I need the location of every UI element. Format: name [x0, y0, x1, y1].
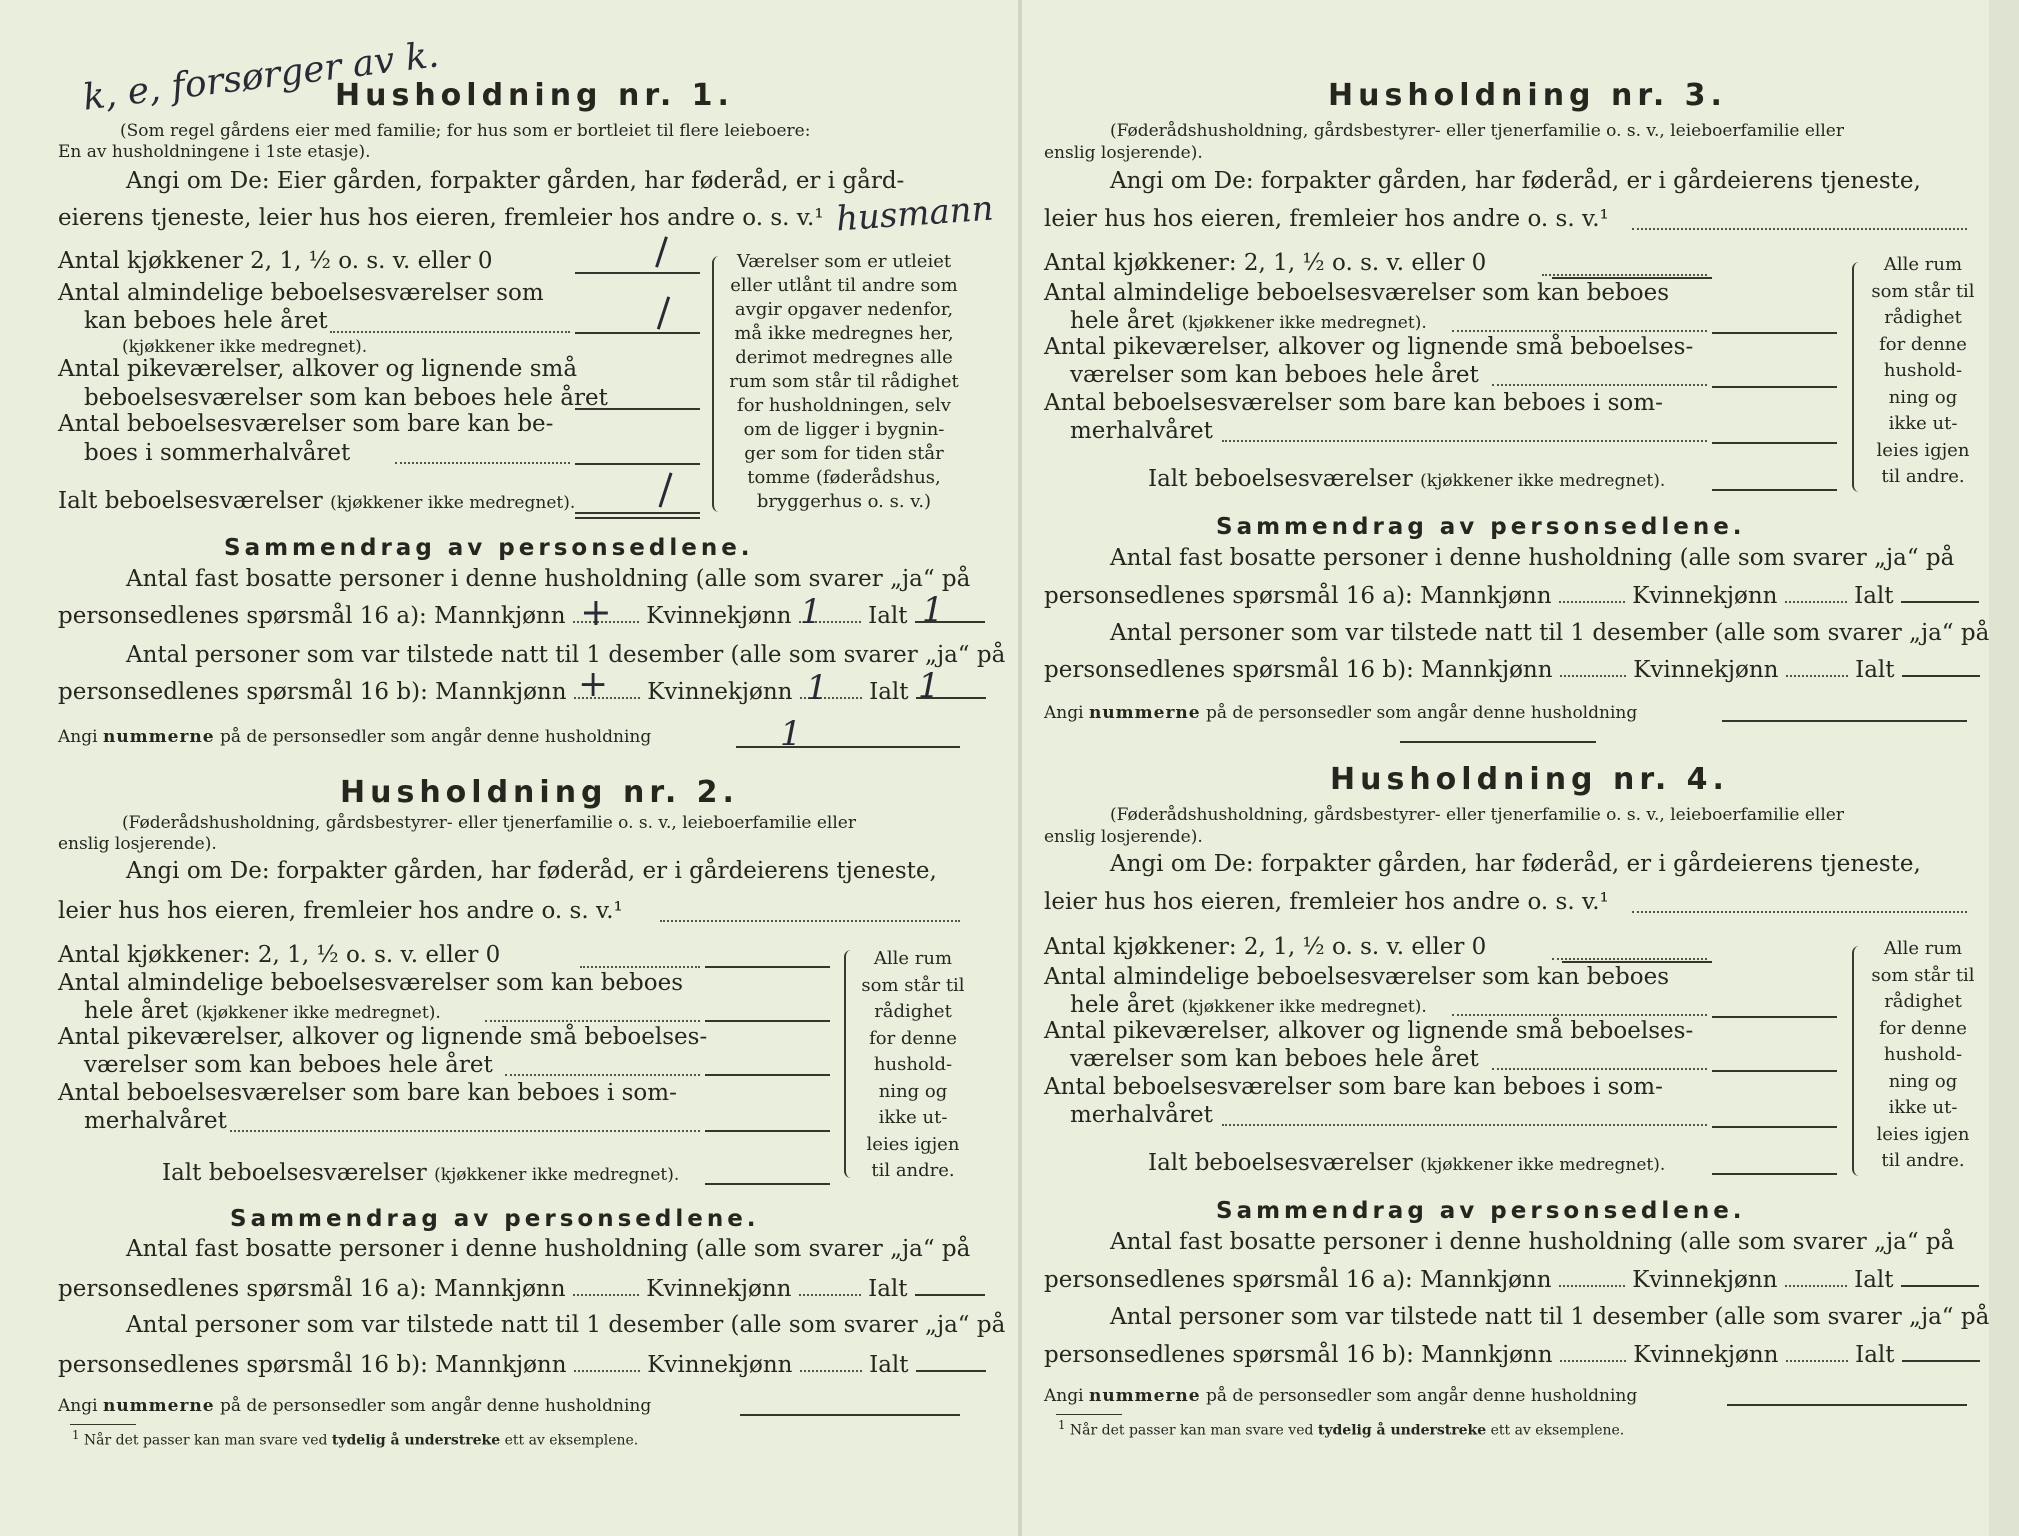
household-2-kitchens-label: Antal kjøkkener: 2, 1, ½ o. s. v. eller 0 — [58, 942, 501, 968]
household-3-summer-rooms-label-2: merhalvåret — [1070, 418, 1213, 444]
household-3-kitchens-label: Antal kjøkkener: 2, 1, ½ o. s. v. eller 0 — [1044, 250, 1487, 276]
household-1-16a-total-value: 1 — [922, 590, 944, 630]
household-3-separator — [1400, 741, 1596, 743]
household-1-summer-rooms-field[interactable] — [575, 463, 700, 465]
household-2-summer-rooms-field[interactable] — [705, 1130, 830, 1132]
household-1-numbers-pre: Angi — [58, 727, 98, 747]
household-4-side-note — [1864, 936, 1982, 1175]
household-1-16b-line-2 — [58, 679, 986, 705]
household-2-16a-male-label: personsedlenes spørsmål 16 a): Mannkjønn — [58, 1276, 566, 1302]
household-3-summary-title: Sammendrag av personsedlene. — [1216, 514, 1746, 540]
household-4-kitchens-dots — [1552, 958, 1707, 960]
household-3-numbers-bold: nummerne — [1088, 703, 1201, 723]
household-2-16b-line-2 — [58, 1352, 986, 1378]
household-3-kitchens-field[interactable] — [1552, 277, 1712, 279]
household-3-side-note-line: Alle rum — [1883, 254, 1963, 275]
household-2-total-rooms-text: Ialt beboelsesværelser — [162, 1160, 427, 1186]
household-1-small-rooms-field[interactable] — [575, 408, 700, 410]
household-4-16a-line-1: Antal fast bosatte personer i denne husholdning (alle som svarer „ja“ på — [1110, 1229, 1955, 1255]
household-3-total-rooms-field[interactable] — [1712, 489, 1837, 491]
household-3-small-rooms-field[interactable] — [1712, 386, 1837, 388]
household-2-16a-line-2 — [58, 1276, 985, 1302]
household-4-16a-female-field[interactable] — [1785, 1285, 1847, 1287]
household-3-16b-total-label: Ialt — [1855, 657, 1895, 683]
household-1-total-rooms-value — [659, 472, 673, 507]
household-4-total-rooms-label — [1148, 1150, 1665, 1176]
household-3-16a-female-field[interactable] — [1785, 601, 1847, 603]
household-1-16a-total-label: Ialt — [868, 603, 908, 629]
household-3-title: Husholdning nr. 3. — [1328, 78, 1727, 113]
household-3-16b-line-1: Antal personer som var tilstede natt til 1 desember (alle som svarer „ja“ på — [1110, 620, 1990, 646]
household-1-kitchens-value — [655, 236, 668, 267]
household-4-side-note-line: Alle rum — [1883, 938, 1963, 959]
household-4-16b-line-2 — [1044, 1342, 1980, 1368]
footnote-right-pre: Når det passer kan man svare ved — [1069, 1422, 1314, 1439]
household-3-intro-line-2: enslig losjerende). — [1044, 143, 1203, 163]
household-2-small-rooms-field[interactable] — [705, 1074, 830, 1076]
footnote-left — [72, 1428, 638, 1449]
household-1-summary-title: Sammendrag av personsedlene. — [224, 535, 754, 561]
footnote-right — [1058, 1418, 1624, 1439]
household-2-small-rooms-label-1: Antal pikeværelser, alkover og lignende små beboelses- — [58, 1024, 708, 1050]
household-2-side-note-line: hushold- — [873, 1054, 953, 1075]
household-3-total-rooms-label — [1148, 466, 1665, 492]
household-4-16a-total-field[interactable] — [1901, 1285, 1979, 1287]
household-2-16a-line-1: Antal fast bosatte personer i denne husholdning (alle som svarer „ja“ på — [126, 1236, 971, 1262]
household-4-intro-line-2: enslig losjerende). — [1044, 827, 1203, 847]
household-2-side-note-line: ning og — [878, 1080, 948, 1102]
household-2-16b-male-label: personsedlenes spørsmål 16 b): Mannkjønn — [58, 1352, 567, 1378]
household-1-small-rooms-label-2: beboelsesværelser som kan beboes hele året — [84, 385, 608, 411]
household-2-small-rooms-dots — [505, 1074, 700, 1076]
household-3-16a-line-2 — [1044, 583, 1979, 609]
household-3-status-question-1: Angi om De: forpakter gården, har føderåd, er i gårdeierens tjeneste, — [1110, 168, 1921, 194]
household-1-kitchens-label: Antal kjøkkener 2, 1, ½ o. s. v. eller 0 — [58, 248, 493, 274]
household-3-16b-total-field[interactable] — [1902, 675, 1980, 677]
household-2-kitchens-dots — [580, 966, 700, 968]
household-3-rooms-label-2-text: hele året — [1070, 308, 1175, 334]
footnote-right-bold: tydelig å understreke — [1317, 1422, 1487, 1439]
household-1-total-rooms-field[interactable] — [575, 512, 700, 514]
household-4-side-note-line: for denne — [1879, 1017, 1967, 1039]
household-1-side-note — [724, 250, 964, 514]
household-2-rooms-label-2-note: (kjøkkener ikke medregnet). — [195, 1003, 441, 1023]
household-2-summary-title: Sammendrag av personsedlene. — [230, 1206, 760, 1232]
household-2-status-field[interactable] — [660, 920, 960, 922]
household-1-summer-rooms-label-2: boes i sommerhalvåret — [84, 440, 351, 466]
household-4-side-note-line: hushold- — [1883, 1044, 1963, 1065]
household-4-numbers-post: på de personsedler som angår denne husholdning — [1206, 1386, 1638, 1406]
household-4-numbers-field[interactable] — [1727, 1404, 1967, 1406]
household-4-side-note-line: til andre. — [1881, 1150, 1965, 1171]
household-1-16b-total-value: 1 — [918, 666, 940, 706]
household-2-side-note-line: leies igjen — [866, 1133, 960, 1155]
household-3-16a-female-label: Kvinnekjønn — [1632, 583, 1778, 609]
household-1-status-question-1: Angi om De: Eier gården, forpakter gården, har føderåd, er i gård- — [126, 168, 905, 194]
household-2-total-rooms-field[interactable] — [705, 1183, 830, 1185]
household-1-16b-male-label: personsedlenes spørsmål 16 b): Mannkjønn — [58, 679, 567, 705]
household-3-status-question-2: leier hus hos eieren, fremleier hos andre o. s. v.¹ — [1044, 206, 1609, 232]
household-3-summer-dots — [1222, 440, 1707, 442]
household-1-summer-dots — [395, 462, 570, 464]
household-1-16a-line-1: Antal fast bosatte personer i denne husholdning (alle som svarer „ja“ på — [126, 566, 971, 592]
household-4-kitchens-label: Antal kjøkkener: 2, 1, ½ o. s. v. eller 0 — [1044, 934, 1487, 960]
household-1-rooms-label-3: (kjøkkener ikke medregnet). — [122, 337, 368, 357]
household-4-side-note-line: som står til — [1871, 964, 1975, 986]
household-2-numbers-line — [58, 1396, 651, 1416]
household-1-16b-line-1: Antal personer som var tilstede natt til 1 desember (alle som svarer „ja“ på — [126, 642, 1006, 668]
household-2-rooms-label-1: Antal almindelige beboelsesværelser som kan beboes — [58, 970, 684, 996]
household-4-16b-male-label: personsedlenes spørsmål 16 b): Mannkjønn — [1044, 1342, 1553, 1368]
household-4-16b-line-1: Antal personer som var tilstede natt til 1 desember (alle som svarer „ja“ på — [1110, 1304, 1990, 1330]
household-2-small-rooms-label-2: værelser som kan beboes hele året — [84, 1052, 493, 1078]
footnote-right-post: ett av eksemplene. — [1490, 1422, 1625, 1439]
household-1-16a-male-label: personsedlenes spørsmål 16 a): Mannkjønn — [58, 603, 566, 629]
household-3-16b-line-2 — [1044, 657, 1980, 683]
household-4-summer-rooms-field[interactable] — [1712, 1126, 1837, 1128]
household-3-small-rooms-dots — [1492, 384, 1707, 386]
household-4-small-rooms-label-2: værelser som kan beboes hele året — [1070, 1046, 1479, 1072]
household-1-rooms-label-2: kan beboes hele året — [84, 308, 328, 334]
household-1-side-note-line: avgir opgaver nedenfor, — [734, 299, 954, 320]
household-3-side-note-line: rådighet — [1884, 307, 1962, 328]
household-3-side-note-line: hushold- — [1883, 360, 1963, 381]
household-4-summer-dots — [1222, 1124, 1707, 1126]
household-4-status-question-1: Angi om De: forpakter gården, har føderåd, er i gårdeierens tjeneste, — [1110, 851, 1921, 877]
household-4-status-field[interactable] — [1632, 911, 1967, 913]
household-4-rooms-label-2 — [1070, 992, 1427, 1018]
household-1-numbers-value: 1 — [780, 714, 802, 754]
household-3-intro-line-1: (Føderådshusholdning, gårdsbestyrer- eller tjenerfamilie o. s. v., leieboerfamilie eller — [1110, 121, 1844, 141]
household-2-intro-line-2: enslig losjerende). — [58, 834, 217, 854]
footnote-left-bold: tydelig å understreke — [331, 1432, 501, 1449]
household-1-kitchens-field[interactable] — [575, 272, 700, 274]
household-1-total-rooms-note: (kjøkkener ikke medregnet). — [330, 493, 576, 513]
household-2-title: Husholdning nr. 2. — [340, 775, 739, 810]
household-4-total-rooms-note: (kjøkkener ikke medregnet). — [1420, 1155, 1666, 1175]
household-1-rooms-field[interactable] — [575, 332, 700, 334]
household-3-16b-female-field[interactable] — [1786, 675, 1848, 677]
household-4-numbers-pre: Angi — [1044, 1386, 1084, 1406]
household-3-total-rooms-note: (kjøkkener ikke medregnet). — [1420, 471, 1666, 491]
household-1-16a-female-label: Kvinnekjønn — [646, 603, 792, 629]
household-1-16b-female-label: Kvinnekjønn — [647, 679, 793, 705]
household-1-status-question-2: eierens tjeneste, leier hus hos eieren, fremleier hos andre o. s. v.¹ — [58, 205, 824, 231]
household-4-small-rooms-label-1: Antal pikeværelser, alkover og lignende små beboelses- — [1044, 1018, 1694, 1044]
household-1-rooms-value — [657, 296, 670, 329]
household-3-summer-rooms-label-1: Antal beboelsesværelser som bare kan beboes i som- — [1044, 390, 1663, 416]
household-1-side-note-line: Værelser som er utleiet — [736, 251, 952, 272]
household-2-16b-total-field[interactable] — [916, 1370, 986, 1372]
household-2-summer-rooms-label-1: Antal beboelsesværelser som bare kan beboes i som- — [58, 1080, 677, 1106]
household-3-side-note-line: som står til — [1871, 280, 1975, 302]
household-4-small-rooms-dots — [1492, 1068, 1707, 1070]
household-2-side-note-line: rådighet — [874, 1001, 952, 1022]
household-4-kitchens-field[interactable] — [1562, 961, 1712, 963]
household-2-16b-total-label: Ialt — [869, 1352, 909, 1378]
household-2-16b-male-field[interactable] — [574, 1370, 640, 1372]
household-2-16a-total-label: Ialt — [868, 1276, 908, 1302]
household-3-16a-total-label: Ialt — [1854, 583, 1894, 609]
household-4-numbers-line — [1044, 1386, 1637, 1406]
household-3-rooms-label-2-note: (kjøkkener ikke medregnet). — [1181, 313, 1427, 333]
household-2-summer-rooms-label-2: merhalvåret — [84, 1108, 227, 1134]
household-2-intro-line-1: (Føderådshusholdning, gårdsbestyrer- eller tjenerfamilie o. s. v., leieboerfamilie eller — [122, 813, 856, 833]
household-2-side-note-line: ikke ut- — [878, 1107, 948, 1128]
household-4-total-rooms-field[interactable] — [1712, 1173, 1837, 1175]
household-4-summary-title: Sammendrag av personsedlene. — [1216, 1198, 1746, 1224]
household-4-title: Husholdning nr. 4. — [1330, 762, 1729, 797]
household-3-side-note-line: leies igjen — [1876, 439, 1970, 461]
household-4-16b-total-field[interactable] — [1902, 1360, 1980, 1362]
household-2-kitchens-field[interactable] — [705, 966, 830, 968]
household-2-side-note-line: Alle rum — [873, 948, 953, 969]
household-1-rooms-label-1: Antal almindelige beboelsesværelser som — [58, 280, 544, 306]
household-4-16a-male-label: personsedlenes spørsmål 16 a): Mannkjønn — [1044, 1267, 1552, 1293]
household-1-numbers-post: på de personsedler som angår denne husholdning — [220, 727, 652, 747]
household-1-side-note-line: bryggerhus o. s. v.) — [756, 491, 932, 512]
household-4-16b-female-field[interactable] — [1786, 1360, 1848, 1362]
household-4-16b-female-label: Kvinnekjønn — [1633, 1342, 1779, 1368]
household-1-side-note-line: tomme (føderådshus, — [747, 467, 941, 488]
household-4-rooms-dots — [1452, 1014, 1707, 1016]
household-2-status-question-2: leier hus hos eieren, fremleier hos andre o. s. v.¹ — [58, 898, 623, 924]
household-2-numbers-post: på de personsedler som angår denne husholdning — [220, 1396, 652, 1416]
household-4-16b-male-field[interactable] — [1560, 1360, 1626, 1362]
right-page — [1022, 0, 2019, 1536]
household-2-16b-female-field[interactable] — [800, 1370, 862, 1372]
household-3-numbers-line — [1044, 703, 1637, 723]
household-4-16b-total-label: Ialt — [1855, 1342, 1895, 1368]
household-2-16a-female-label: Kvinnekjønn — [646, 1276, 792, 1302]
household-2-summer-dots — [230, 1130, 700, 1132]
household-2-rooms-field[interactable] — [705, 1020, 830, 1022]
household-3-side-note-line: til andre. — [1881, 466, 1965, 487]
household-2-16a-total-field[interactable] — [915, 1294, 985, 1296]
household-4-rooms-field[interactable] — [1712, 1016, 1837, 1018]
household-2-side-note-line: for denne — [869, 1027, 957, 1049]
household-4-rooms-label-2-note: (kjøkkener ikke medregnet). — [1181, 997, 1427, 1017]
household-3-16b-female-label: Kvinnekjønn — [1633, 657, 1779, 683]
household-3-rooms-field[interactable] — [1712, 332, 1837, 334]
household-4-16a-line-2 — [1044, 1267, 1979, 1293]
household-3-numbers-post: på de personsedler som angår denne husholdning — [1206, 703, 1638, 723]
household-3-side-note-line: ikke ut- — [1888, 413, 1958, 434]
household-3-total-rooms-text: Ialt beboelsesværelser — [1148, 466, 1413, 492]
household-1-side-note-line: derimot medregnes alle — [735, 347, 953, 368]
household-1-16b-female-value: 1 — [806, 668, 828, 708]
household-1-intro-line-2: En av husholdningene i 1ste etasje). — [58, 142, 371, 162]
household-2-16a-female-field[interactable] — [799, 1294, 861, 1296]
household-1-16a-male-value: + — [580, 590, 612, 634]
household-4-footnote-rule — [1056, 1414, 1122, 1415]
household-4-16a-male-field[interactable] — [1559, 1285, 1625, 1287]
household-1-rooms-dots — [330, 331, 570, 333]
household-3-16a-male-label: personsedlenes spørsmål 16 a): Mannkjønn — [1044, 583, 1552, 609]
household-2-side-note-line: til andre. — [871, 1160, 955, 1181]
household-2-rooms-dots — [485, 1020, 700, 1022]
household-1-side-note-line: må ikke medregnes her, — [734, 323, 954, 344]
household-3-kitchens-dots — [1542, 274, 1707, 276]
household-4-side-note-line: leies igjen — [1876, 1123, 1970, 1145]
household-2-footnote-rule — [70, 1424, 136, 1425]
household-1-16b-total-label: Ialt — [869, 679, 909, 705]
household-2-rooms-label-2 — [84, 998, 441, 1024]
household-4-summer-rooms-label-2: merhalvåret — [1070, 1102, 1213, 1128]
household-1-total-rooms-label — [58, 488, 575, 514]
household-1-side-note-line: for husholdningen, selv — [737, 395, 951, 416]
household-3-16a-line-1: Antal fast bosatte personer i denne husholdning (alle som svarer „ja“ på — [1110, 545, 1955, 571]
household-3-small-rooms-label-2: værelser som kan beboes hele året — [1070, 362, 1479, 388]
household-1-side-note-line: ger som for tiden står — [744, 443, 944, 464]
household-2-numbers-pre: Angi — [58, 1396, 98, 1416]
household-1-total-rooms-text: Ialt beboelsesværelser — [58, 488, 323, 514]
household-1-intro-line-1: (Som regel gårdens eier med familie; for hus som er bortleiet til flere leieboere: — [120, 121, 811, 141]
household-3-numbers-pre: Angi — [1044, 703, 1084, 723]
household-3-numbers-field[interactable] — [1722, 720, 1967, 722]
household-4-side-note-line: ning og — [1888, 1070, 1958, 1092]
household-2-side-note-line: som står til — [861, 974, 965, 996]
household-4-rooms-label-1: Antal almindelige beboelsesværelser som kan beboes — [1044, 964, 1670, 990]
footnote-left-post: ett av eksemplene. — [504, 1432, 639, 1449]
corner-handwriting: k, e, forsørger av k. — [80, 34, 442, 119]
household-4-rooms-label-2-text: hele året — [1070, 992, 1175, 1018]
household-4-side-note-line: rådighet — [1884, 991, 1962, 1012]
household-1-status-answer: husmann — [834, 188, 995, 240]
household-1-small-rooms-label-1: Antal pikeværelser, alkover og lignende små — [58, 356, 578, 382]
household-2-status-question-1: Angi om De: forpakter gården, har føderåd, er i gårdeierens tjeneste, — [126, 858, 937, 884]
household-4-16a-female-label: Kvinnekjønn — [1632, 1267, 1778, 1293]
household-1-numbers-line — [58, 727, 651, 747]
household-1-numbers-bold: nummerne — [102, 727, 215, 747]
household-3-status-field[interactable] — [1632, 228, 1967, 230]
household-3-side-note — [1864, 252, 1982, 491]
household-3-rooms-label-1: Antal almindelige beboelsesværelser som kan beboes — [1044, 280, 1670, 306]
household-1-total-rooms-double — [575, 517, 700, 519]
footnote-right-number: 1 — [1058, 1418, 1066, 1432]
household-1-title: Husholdning nr. 1. — [335, 78, 734, 113]
household-1-16a-female-value: 1 — [800, 592, 822, 632]
household-1-side-note-line: om de ligger i bygnin- — [743, 419, 945, 440]
household-4-side-note-line: ikke ut- — [1888, 1097, 1958, 1118]
household-4-16a-total-label: Ialt — [1854, 1267, 1894, 1293]
household-3-side-note-line: ning og — [1888, 386, 1958, 408]
household-4-numbers-bold: nummerne — [1088, 1386, 1201, 1406]
household-3-16b-male-label: personsedlenes spørsmål 16 b): Mannkjønn — [1044, 657, 1553, 683]
household-2-16b-line-1: Antal personer som var tilstede natt til 1 desember (alle som svarer „ja“ på — [126, 1312, 1006, 1338]
household-2-side-note — [852, 946, 974, 1185]
household-2-total-rooms-label — [162, 1160, 679, 1186]
household-2-16b-female-label: Kvinnekjønn — [647, 1352, 793, 1378]
household-3-rooms-dots — [1452, 330, 1707, 332]
household-2-rooms-label-2-text: hele året — [84, 998, 189, 1024]
household-3-summer-rooms-field[interactable] — [1712, 442, 1837, 444]
household-3-small-rooms-label-1: Antal pikeværelser, alkover og lignende små beboelses- — [1044, 334, 1694, 360]
household-2-16a-male-field[interactable] — [573, 1294, 639, 1296]
footnote-left-number: 1 — [72, 1428, 80, 1442]
household-2-total-rooms-note: (kjøkkener ikke medregnet). — [434, 1165, 680, 1185]
household-1-side-note-line: eller utlånt til andre som — [730, 275, 958, 296]
household-2-numbers-bold: nummerne — [102, 1396, 215, 1416]
household-4-summer-rooms-label-1: Antal beboelsesværelser som bare kan beboes i som- — [1044, 1074, 1663, 1100]
household-3-16a-male-field[interactable] — [1559, 601, 1625, 603]
footnote-left-pre: Når det passer kan man svare ved — [83, 1432, 328, 1449]
household-3-side-note-line: for denne — [1879, 333, 1967, 355]
household-1-16b-male-value: + — [578, 664, 609, 705]
household-2-numbers-field[interactable] — [740, 1414, 960, 1416]
household-4-intro-line-1: (Føderådshusholdning, gårdsbestyrer- eller tjenerfamilie o. s. v., leieboerfamilie eller — [1110, 805, 1844, 825]
household-1-numbers-field[interactable] — [736, 746, 960, 748]
household-4-total-rooms-text: Ialt beboelsesværelser — [1148, 1150, 1413, 1176]
household-3-16a-total-field[interactable] — [1901, 601, 1979, 603]
household-1-summer-rooms-label-1: Antal beboelsesværelser som bare kan be- — [58, 411, 554, 437]
household-1-side-note-line: rum som står til rådighet — [729, 371, 959, 392]
household-3-16b-male-field[interactable] — [1560, 675, 1626, 677]
household-1-16a-line-2 — [58, 603, 985, 629]
household-4-small-rooms-field[interactable] — [1712, 1070, 1837, 1072]
household-3-rooms-label-2 — [1070, 308, 1427, 334]
household-4-status-question-2: leier hus hos eieren, fremleier hos andre o. s. v.¹ — [1044, 889, 1609, 915]
